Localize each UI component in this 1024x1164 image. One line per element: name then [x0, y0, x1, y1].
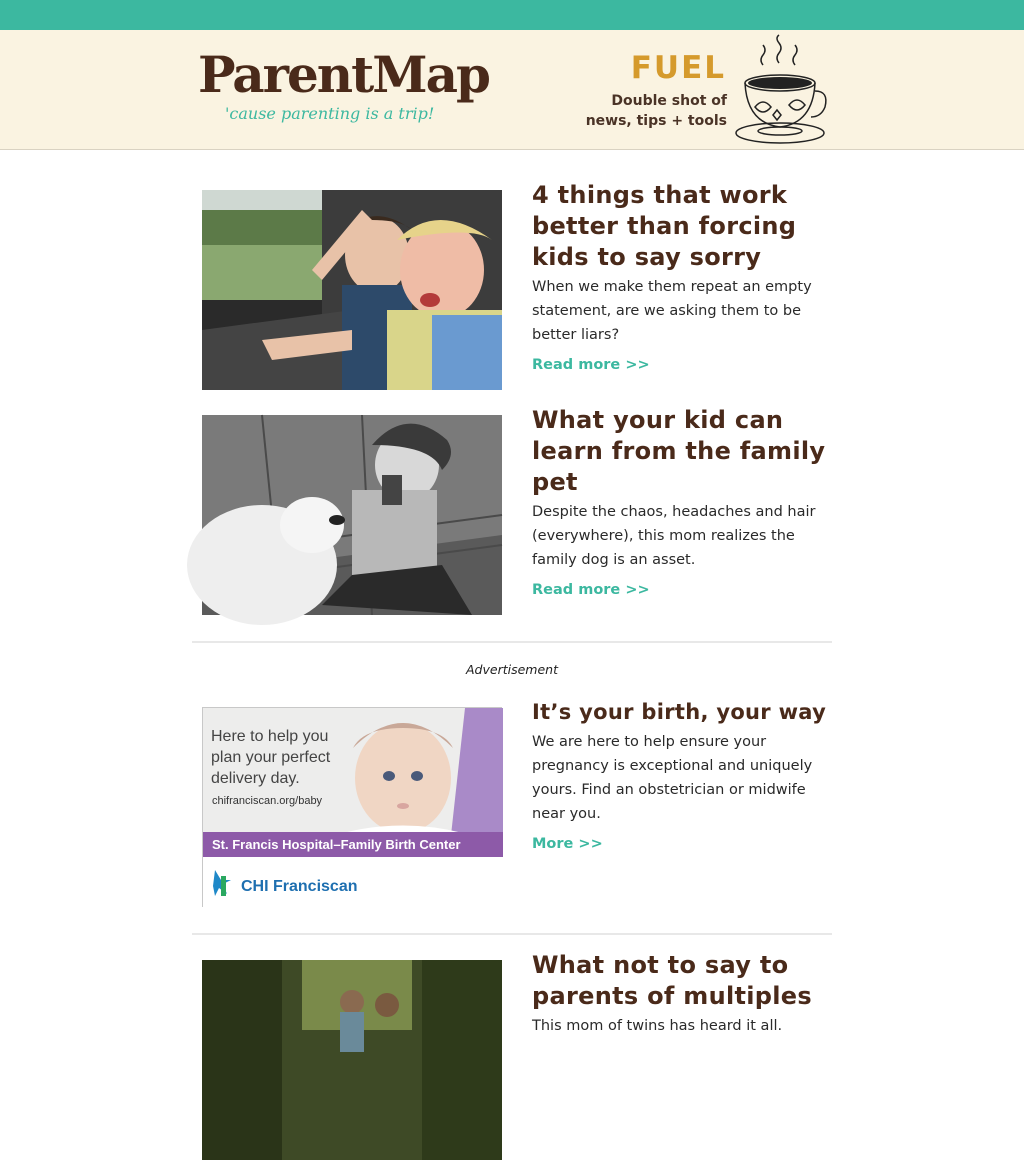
logo-tagline: 'cause parenting is a trip! [225, 104, 435, 123]
advertisement-image[interactable] [202, 707, 502, 907]
read-more-link[interactable]: Read more >> [532, 357, 650, 373]
newsletter-header [0, 30, 1024, 150]
article-card [202, 181, 832, 390]
coffee-cup-icon [733, 35, 833, 145]
advertisement-content [532, 700, 832, 852]
ad-text-line3: delivery day. [211, 770, 300, 787]
ad-description: We are here to help ensure your pregnancy is exceptional and uniquely yours. Find an obstetrician or midwife near you. [532, 734, 813, 822]
ad-text-line1: Here to help you [211, 728, 329, 745]
article-headline[interactable]: What not to say to parents of multiples [532, 951, 812, 1010]
article-headline[interactable]: What your kid can learn from the family pet [532, 406, 826, 496]
advertisement-card [202, 700, 832, 907]
article-description: Despite the chaos, headaches and hair (everywhere), this mom realizes the family dog is an asset. [532, 504, 816, 568]
article-headline[interactable]: 4 things that work better than forcing kids to say sorry [532, 181, 797, 271]
article-thumbnail-kids-in-car[interactable] [202, 190, 502, 390]
fuel-subtitle-line1: Double shot of [611, 93, 727, 109]
article-card [202, 406, 832, 615]
article-content [532, 951, 832, 1038]
read-more-link[interactable]: Read more >> [532, 582, 650, 598]
ad-url: chifranciscan.org/baby [212, 795, 323, 807]
ad-brand: CHI Franciscan [241, 878, 358, 895]
fuel-subtitle [577, 91, 727, 131]
article-content [532, 181, 832, 373]
article-thumbnail-kid-with-dog[interactable] [202, 415, 502, 615]
article-thumbnail-twins[interactable] [202, 960, 502, 1160]
article-description: This mom of twins has heard it all. [532, 1018, 783, 1034]
ad-more-link[interactable]: More >> [532, 836, 603, 852]
article-content [532, 406, 832, 598]
ad-text-line2: plan your perfect [211, 749, 331, 766]
section-divider [192, 933, 832, 935]
parentmap-logo[interactable]: ParentMap [198, 45, 489, 104]
top-accent-bar [0, 0, 1024, 30]
article-description: When we make them repeat an empty statement, are we asking them to be better liars? [532, 279, 812, 343]
advertisement-label: Advertisement [466, 662, 558, 677]
fuel-title: FUEL [630, 50, 726, 86]
section-divider [192, 641, 832, 643]
ad-headline[interactable]: It’s your birth, your way [532, 700, 827, 724]
article-card [202, 951, 832, 1034]
ad-banner-text: St. Francis Hospital–Family Birth Center [212, 837, 461, 852]
fuel-subtitle-line2: news, tips + tools [585, 113, 727, 129]
